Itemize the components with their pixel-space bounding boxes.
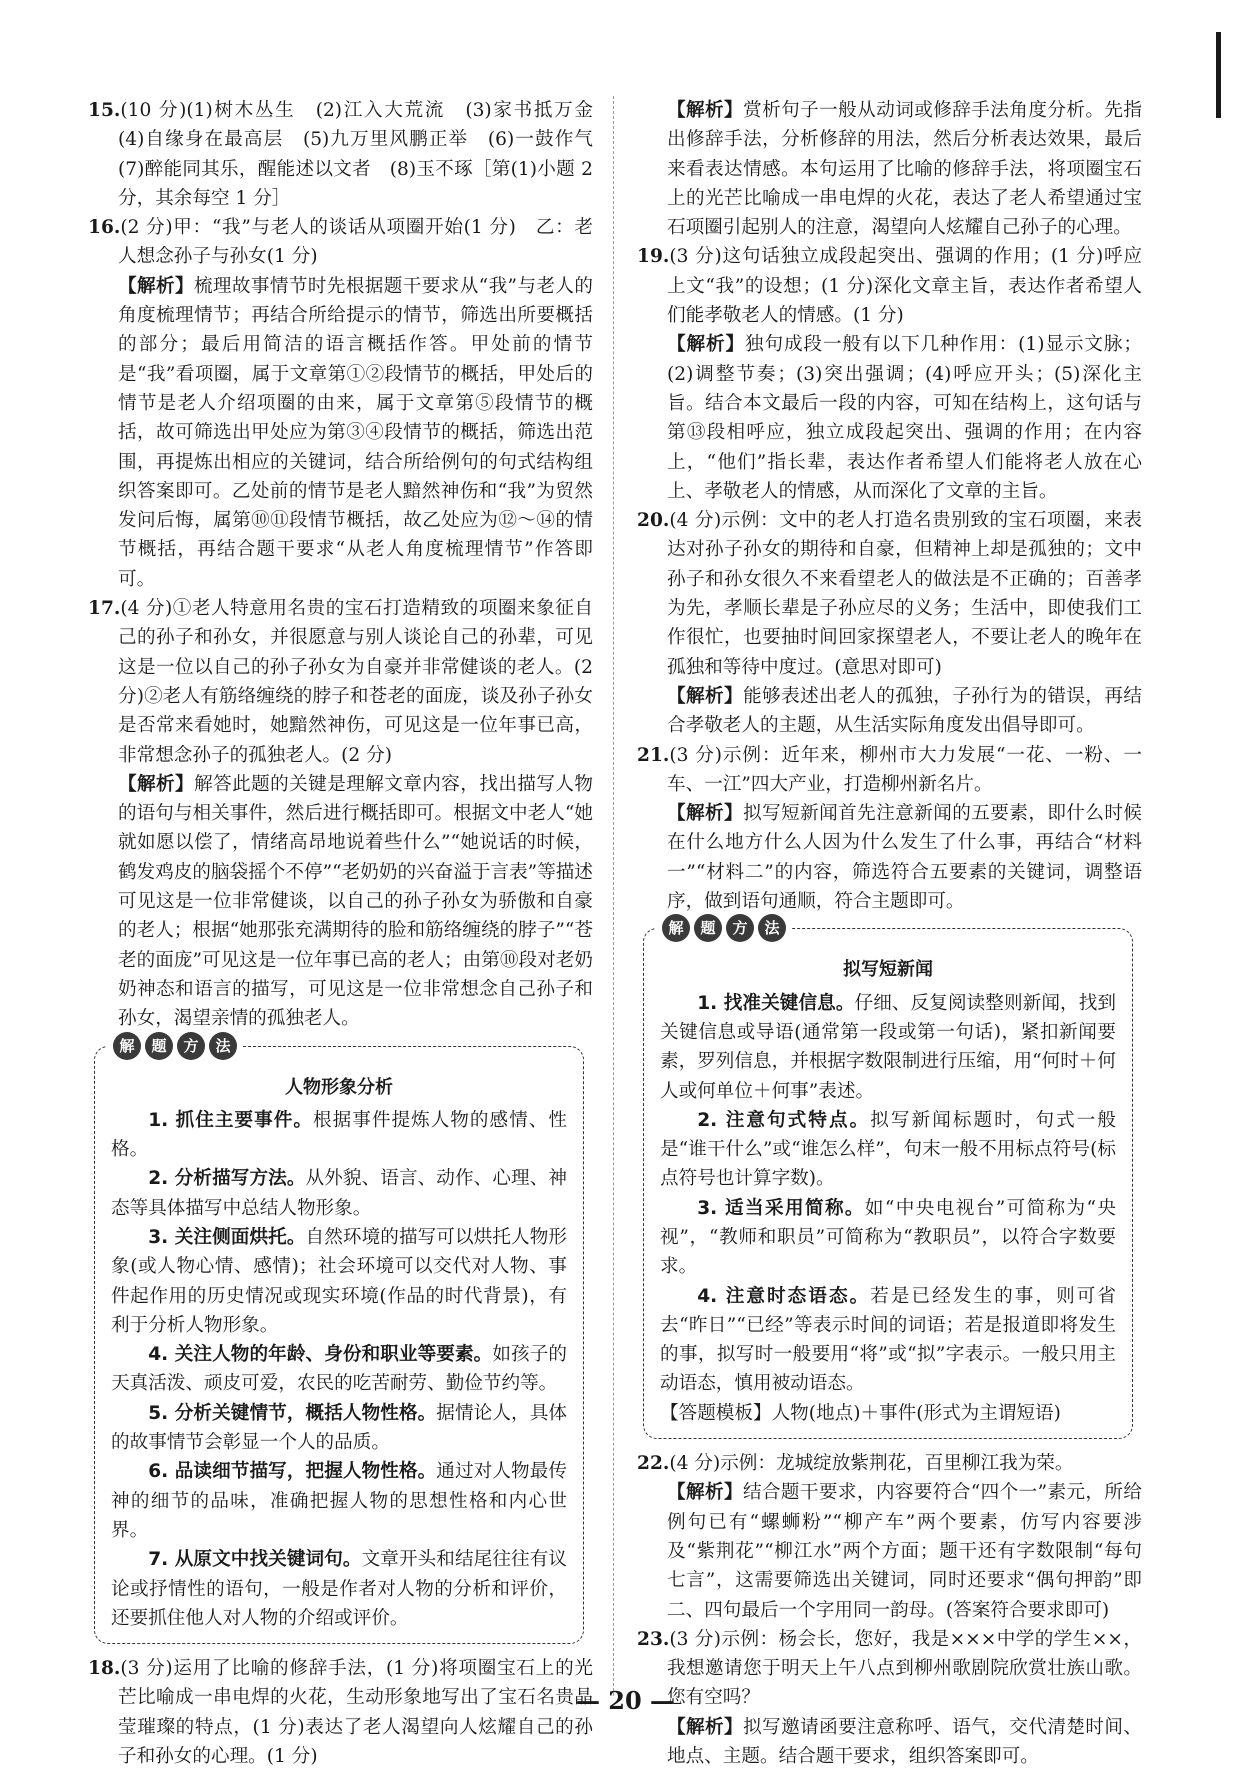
method-box-title: 拟写短新闻 — [843, 959, 933, 981]
method-item: 3. 适当采用简称。如“中央电视台”可简称为“央视”，“教师和职员”可简称为“教职员”，以符合字数要求。 — [660, 1197, 1116, 1278]
answer-template: 【答题模板】人物(地点)＋事件(形式为主谓短语) — [660, 1402, 1061, 1424]
answer-22: 22.(4 分)示例：龙城绽放紫荆花，百里柳江我为荣。 — [637, 1453, 1074, 1475]
page-number: — 20 — — [575, 1686, 675, 1715]
method-box-title: 人物形象分析 — [285, 1076, 393, 1098]
analysis-16: 【解析】梳理故事情节时先根据题干要求从“我”与老人的角度梳理情节；再结合所给提示的情节，筛选出所要概括的部分；最后用简洁的语言概括作答。甲处前的情节是“我”看项圈，属于文章第①②段情节的概括，甲处后的情节是老人介绍项圈的由来，属于文章第⑤段情节的概括，故可筛选出甲处应为第③④段情节的概括，筛选出范围，再提炼出相应的关键词，结合所给例句的句式结构组织答案即可。乙处前的情节是老人黯然神伤和“我”为贸然发问后悔，属第⑩⑪段情节概括，故乙处应为⑫～⑭的情节概括，再结合题干要求“从老人角度梳理情节”作答即可。 — [118, 275, 593, 590]
method-item: 4. 注意时态语态。若是已经发生的事，则可省去“昨日”“已经”等表示时间的词语；若是报道即将发生的事，拟写时一般要用“将”或“拟”字表示。一般只用主动语态，慎用被动语态。 — [660, 1285, 1116, 1395]
analysis-17: 【解析】解答此题的关键是理解文章内容，找出描写人物的语句与相关事件，然后进行概括即可。根据文中老人“她就如愿以偿了，情绪高昂地说着些什么”“她说话的时候，鹤发鸡皮的脑袋摇个不停”“老奶奶的兴奋溢于言表”等描述可见这是一位非常健谈，以自己的孙子孙女为骄傲和自豪的老人；根据“她那张充满期待的脸和筋络缠绕的脖子”“苍老的面庞”可见这是一位年事已高的老人；由第⑩段对老奶奶神态和语言的描写，可见这是一位非常想念自己孙子和孙女，渴望亲情的孤独老人。 — [118, 773, 593, 1030]
margin-bar — [1216, 32, 1221, 118]
method-box-news — [643, 919, 1133, 1439]
answer-19: 19.(3 分)这句话独立成段起突出、强调的作用；(1 分)呼应上文“我”的设想；(1 分)深化文章主旨，表达作者希望人们能孝敬老人的情感。(1 分) — [637, 246, 1142, 327]
method-item: 3. 关注侧面烘托。自然环境的描写可以烘托人物形象(或人物心情、感情)；社会环境可以交代对人物、事件起作用的历史情况或现实环境(作品的时代背景)，有利于分析人物形象。 — [111, 1226, 567, 1336]
method-item: 2. 注意句式特点。拟写新闻标题时，句式一般是“谁干什么”或“谁怎么样”，句末一般不用标点符号(标点符号也计算字数)。 — [660, 1109, 1116, 1190]
column-divider — [613, 96, 614, 1696]
method-item: 7. 从原文中找关键词句。文章开头和结尾往往有议论或抒情性的语句，一般是作者对人物的分析和评价，还要抓住他人对人物的介绍或评价。 — [111, 1549, 567, 1629]
method-item: 1. 抓住主要事件。根据事件提炼人物的感情、性格。 — [111, 1109, 567, 1161]
analysis-19: 【解析】独句成段一般有以下几种作用：(1)显示文脉；(2)调整节奏；(3)突出强调；(4)呼应开头；(5)深化主旨。结合本文最后一段的内容，可知在结构上，这句话与第⑬段相呼应，独立成段起突出、强调的作用；在内容上，“他们”指长辈，表达作者希望人们能将老人放在心上、孝敬老人的情感，从而深化了文章的主旨。 — [667, 334, 1142, 502]
left-column — [88, 96, 612, 1771]
method-item: 4. 关注人物的年龄、身份和职业等要素。如孩子的天真活泼、顽皮可爱，农民的吃苦耐劳、勤俭节约等。 — [111, 1344, 567, 1395]
method-item: 1. 找准关键信息。仔细、反复阅读整则新闻，找到关键信息或导语(通常第一段或第一句话)，紧扣新闻要素，罗列信息，并根据字数限制进行压缩，用“何时＋何人或何单位＋何事”表述。 — [660, 992, 1116, 1102]
analysis-22: 【解析】结合题干要求，内容要符合“四个一”素元，所给例句已有“螺蛳粉”“柳产车”两个要素，仿写内容要涉及“紫荆花”“柳江水”两个方面；题干还有字数限制“每句七言”，这需要筛选出关键词，同时还要求“偶句押韵”即二、四句最后一个字用同一韵母。(答案符合要求即可) — [667, 1482, 1142, 1621]
analysis-18: 【解析】赏析句子一般从动词或修辞手法角度分析。先指出修辞手法，分析修辞的用法，然后分析表达效果，最后来看表达情感。本句运用了比喻的修辞手法，将项圈宝石上的光芒比喻成一串电焊的火花，表达了老人希望通过宝石项圈引起别人的注意，渴望向人炫耀自己孙子的心理。 — [667, 100, 1142, 239]
analysis-23: 【解析】拟写邀请函要注意称呼、语气，交代清楚时间、地点、主题。结合题干要求，组织答案即可。 — [667, 1716, 1142, 1768]
answer-17: 17.(4 分)①老人特意用名贵的宝石打造精致的项圈来象征自己的孙子和孙女，并很愿意与别人谈论自己的孙辈，可见这是一位以自己的孙子孙女为自豪并非常健谈的老人。(2 分)②老人有筋络缠绕的脖子和苍老的面庞，谈及孙子孙女是否常来看她时，她黯然神伤，可见这是一位年事已高，非常想念孙子的孤独老人。(2 分) — [88, 598, 593, 766]
analysis-21: 【解析】拟写短新闻首先注意新闻的五要素，即什么时候在什么地方什么人因为什么发生了什么事，再结合“材料一”“材料二”的内容，筛选符合五要素的关键词，调整语序，做到语句通顺，符合主题即可。 — [667, 803, 1142, 913]
method-item: 6. 品读细节描写，把握人物性格。通过对人物最传神的细节的品味，准确把握人物的思想性格和内心世界。 — [111, 1461, 567, 1541]
answer-16: 16.(2 分)甲：“我”与老人的谈话从项圈开始(1 分) 乙：老人想念孙子与孙女(1 分) — [88, 217, 593, 268]
answer-23: 23.(3 分)示例：杨会长，您好，我是×××中学的学生××，我想邀请您于明天上午八点到柳州歌剧院欣赏壮族山歌。您有空吗？ — [637, 1628, 1142, 1709]
method-badge: 解 题 方 法 — [107, 1032, 243, 1060]
answer-20: 20.(4 分)示例：文中的老人打造名贵别致的宝石项圈，来表达对孙子孙女的期待和自豪，但精神上却是孤独的；文中孙子和孙女很久不来看望老人的做法是不正确的；百善孝为先，孝顺长辈是子孙应尽的义务；生活中，即使我们工作很忙，也要抽时间回家探望老人，不要让老人的晚年在孤独和等待中度过。(意思对即可) — [637, 510, 1142, 678]
right-column — [637, 96, 1142, 1771]
answer-15: 15.(10 分)(1)树木丛生 (2)江入大荒流 (3)家书抵万金 (4)自缘身在最高层 (5)九万里风鹏正举 (6)一鼓作气 (7)醉能同其乐，醒能述以文者 (8)玉不琢［第(1)小题 2 分，其余每空 1 分］ — [88, 100, 612, 209]
method-badge: 解 题 方 法 — [656, 914, 792, 942]
method-item: 2. 分析描写方法。从外貌、语言、动作、心理、神态等具体描写中总结人物形象。 — [111, 1168, 567, 1219]
method-item: 5. 分析关键情节，概括人物性格。据情论人，具体的故事情节会彰显一个人的品质。 — [111, 1402, 567, 1454]
method-box-character — [94, 1036, 584, 1645]
answer-21: 21.(3 分)示例：近年来，柳州市大力发展“一花、一粉、一车、一江”四大产业，打造柳州新名片。 — [637, 744, 1142, 795]
answer-18: 18.(3 分)运用了比喻的修辞手法，(1 分)将项圈宝石上的光芒比喻成一串电焊的火花，生动形象地写出了宝石名贵晶莹璀璨的特点，(1 分)表达了老人渴望向人炫耀自己的孙子和孙女的心理。(1 分) — [88, 1658, 593, 1768]
analysis-20: 【解析】能够表述出老人的孤独，子孙行为的错误，再结合孝敬老人的主题，从生活实际角度发出倡导即可。 — [667, 685, 1142, 737]
